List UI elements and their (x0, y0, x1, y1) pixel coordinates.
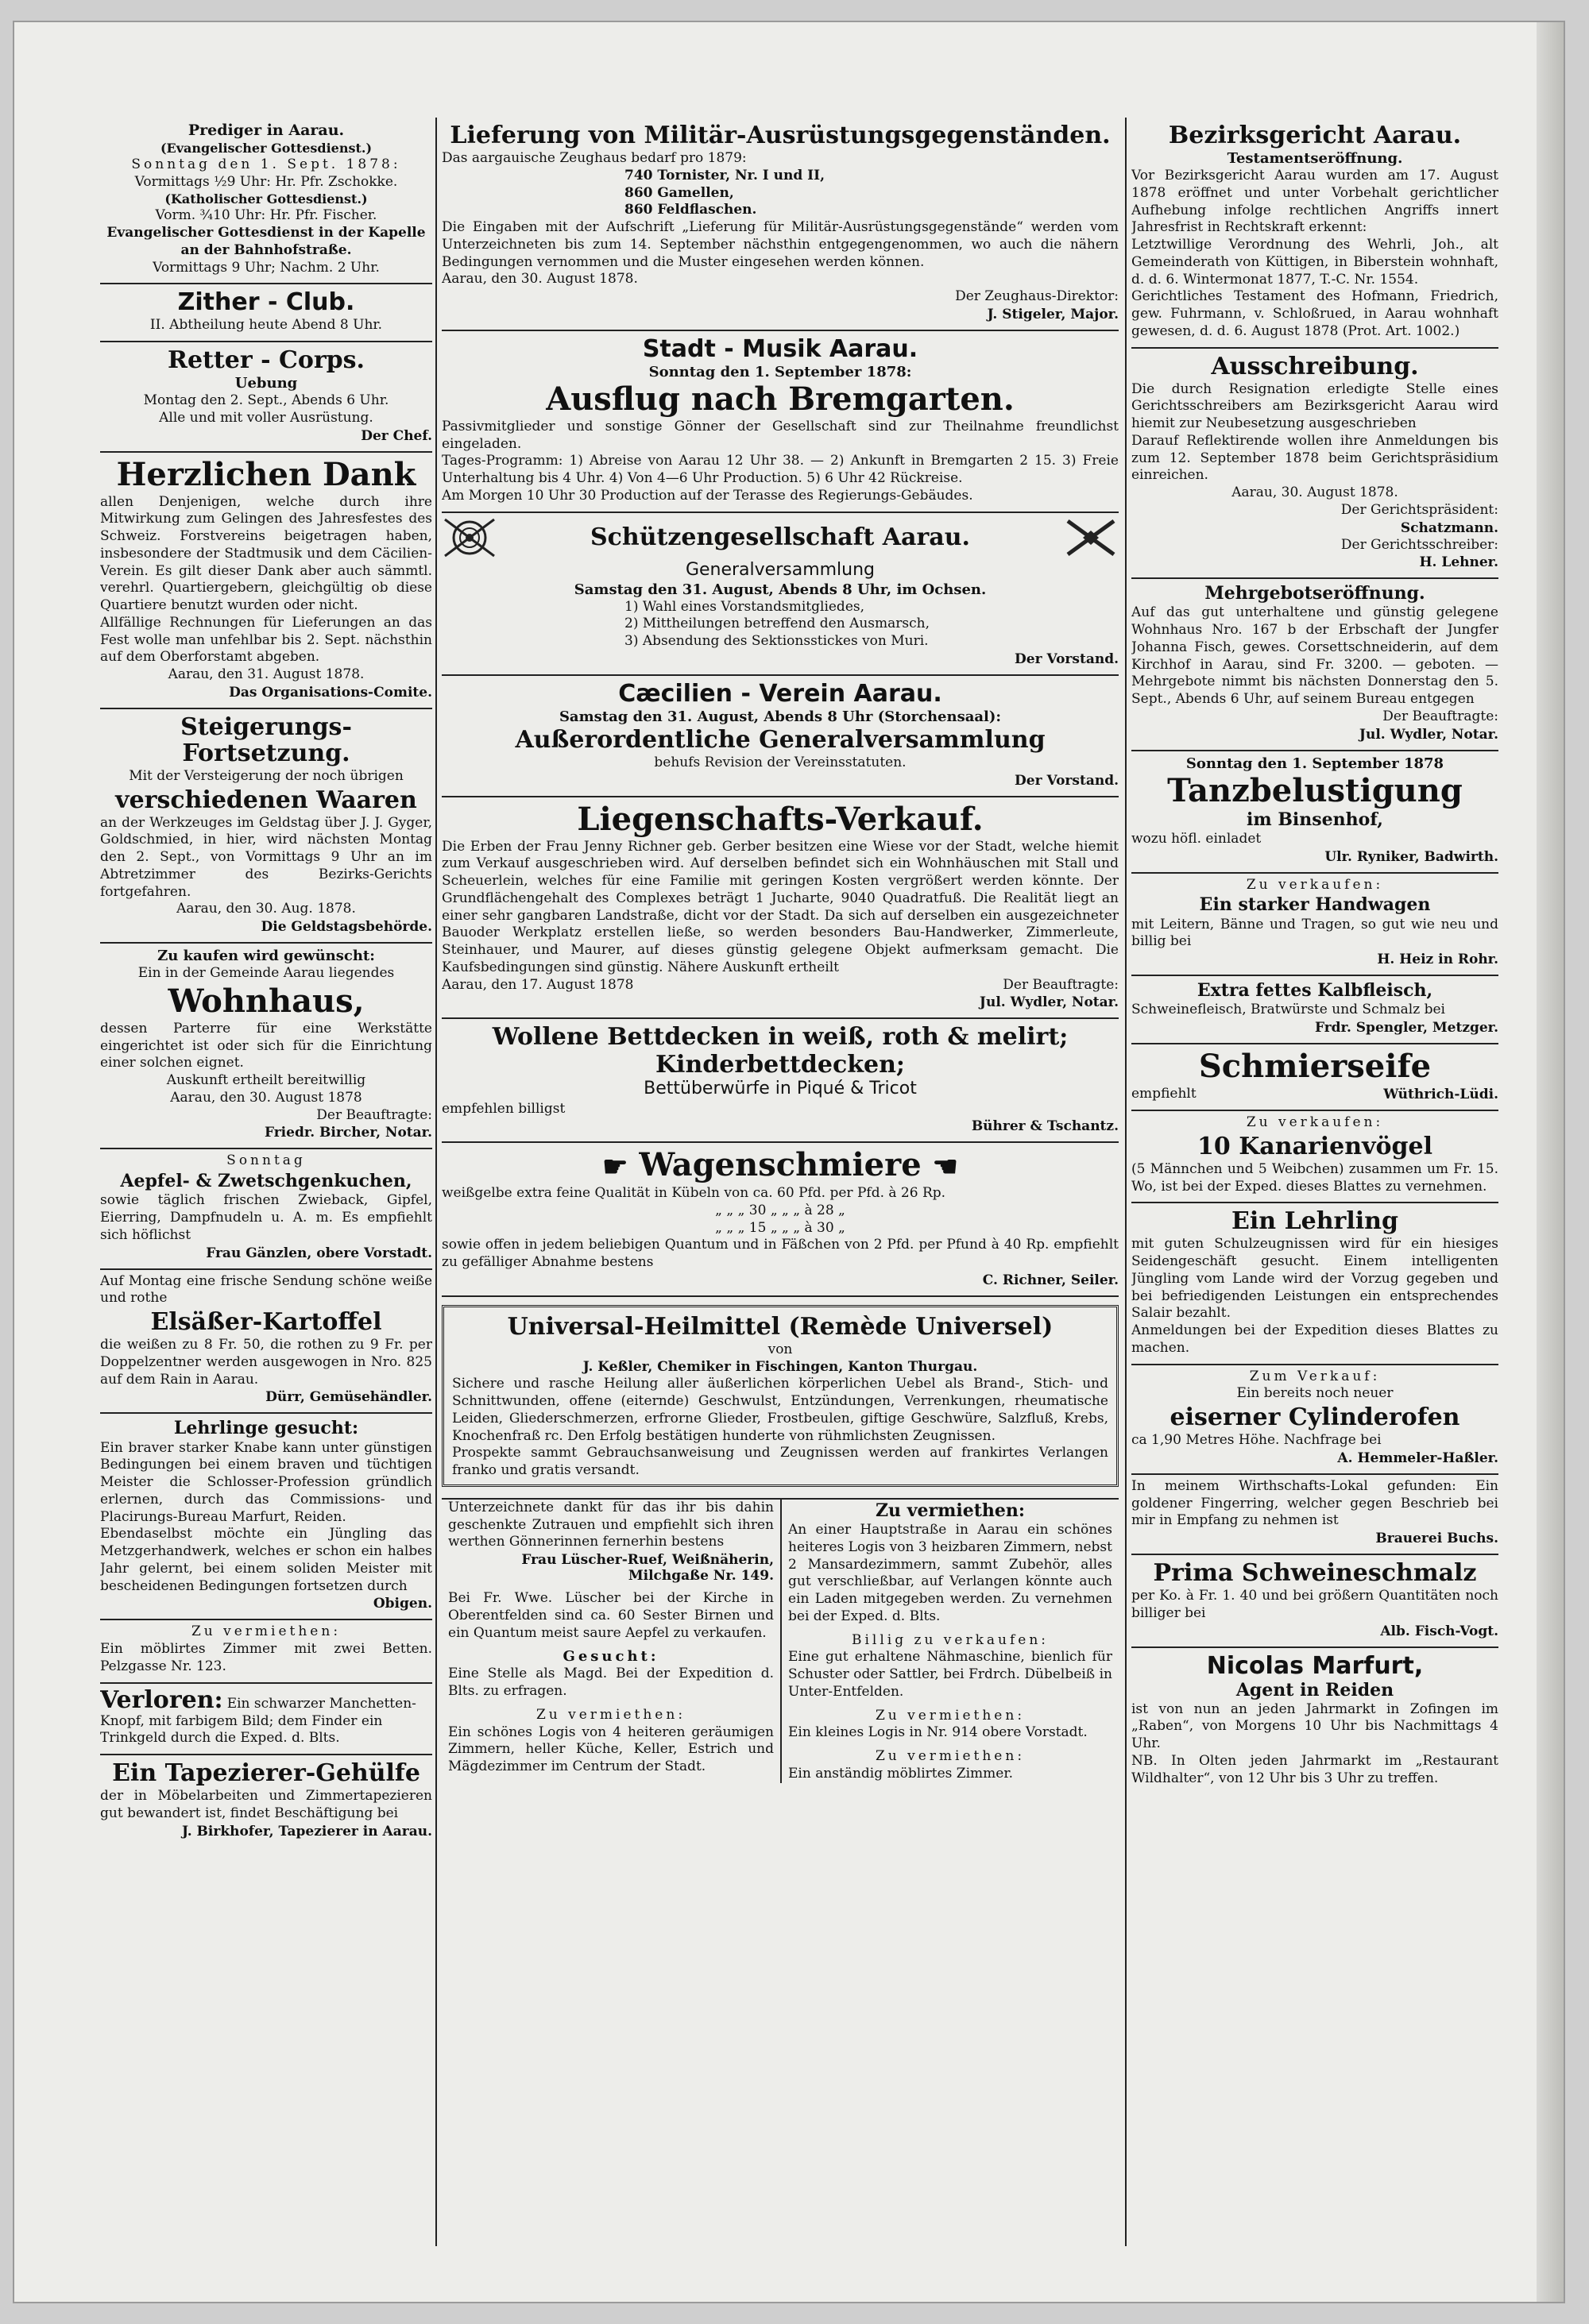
schmalz-sig: Alb. Fisch-Vogt. (1380, 1623, 1498, 1639)
billig-title: Billig zu verkaufen: (851, 1631, 1050, 1648)
lieferung-text1: Das aargauische Zeughaus bedarf pro 1879: (442, 150, 747, 166)
kartoffel-text1: Auf Montag eine frische Sendung schöne weiße und rothe (100, 1272, 432, 1307)
heilmittel-text2: Prospekte sammt Gebrauchsanweisung und Zeugnissen werden auf frankirtes Verlangen franko und gratis versandt. (452, 1445, 1108, 1479)
kanarien-sub: Zu verkaufen: (1246, 1114, 1384, 1130)
column-rule-1 (435, 118, 437, 2246)
ad-fingerring (1131, 1475, 1498, 1555)
evangelical-label: (Evangelischer Gottesdienst.) (160, 140, 373, 156)
musik-title: Stadt - Musik Aarau. (642, 334, 918, 363)
kuchen-title: Aepfel- & Zwetschgenkuchen, (120, 1171, 412, 1192)
chapel-time: Vormittags 9 Uhr; Nachm. 2 Uhr. (153, 259, 380, 276)
steigerung-big: verschiedenen Waaren (115, 786, 417, 814)
ad-kartoffel (100, 1270, 432, 1415)
ausschreibung-text2: Darauf Reflektirende wollen ihre Anmeldungen bis zum 12. September 1878 beim Gerichtspräsidium einreichen. (1131, 432, 1498, 484)
steigerung-sig: Die Geldstagsbehörde. (261, 919, 432, 936)
prediger-title: Prediger in Aarau. (188, 122, 345, 139)
wohnhaus-pre: Zu kaufen wird gewünscht: (157, 948, 375, 965)
wagenschmiere-sig: C. Richner, Seiler. (982, 1272, 1119, 1288)
lehrling-text: mit guten Schulzeugnissen wird für ein hiesiges Seidengeschäft gesucht. Einem intelligenten Jüngling vom Lande wird der Vorzug gegeben und bei befriedigenden Leistungen ein entsprechendes Salair bezahlt. (1131, 1236, 1498, 1322)
zither-text: II. Abtheilung heute Abend 8 Uhr. (149, 317, 383, 334)
newspaper-page (14, 22, 1564, 2302)
right-verm2-title: Zu vermiethen: (875, 1707, 1026, 1724)
schuetzen-sub: Generalversammlung (685, 559, 876, 580)
caecilien-sig: Der Vorstand. (1015, 772, 1119, 789)
retter-sig: Der Chef. (361, 427, 432, 444)
verloren-title: Verloren: (100, 1685, 223, 1714)
liegenschaft-text: Die Erben der Frau Jenny Richner geb. Gerber besitzen eine Wiese vor der Stadt, welche hiemit zum Verkauf ausgeschrieben wird. Auf derselben befindet sich ein Wohnhäuschen mit Stall und Scheuerlein, welches für eine Familie mit geringen Kosten vergrößert werden könnte. Der Grundflächengehalt des Complexes beträgt 1 Jucharte, 9040 Quadratfuß. Die Realität liegt an einer sehr gangbaren Landstraße, dicht vor der Stadt. Da sich auf derselben ein ausgezeichneter Bauoder Werkplatz erstellen ließe, so werden besonders Bau-Handwerker, Zimmerleute, Steinhauer, und Maurer, auf dieses günstig gelegene Objekt aufmerksam gemacht. Die Kaufsbedingungen sind günstig. Nähere Auskunft ertheilt (442, 838, 1119, 975)
musik-prog: Tages-Programm: 1) Abreise von Aarau 12 Uhr 38. — 2) Ankunft in Bremgarten 2 15. 3) Freie Unterhaltung bis 4 Uhr. 4) Von 4—6 Uhr Production. 5) 6 Uhr 42 Rückreise. (442, 453, 1119, 486)
ad-wohnhaus (100, 944, 432, 1149)
ad-kuchen (100, 1149, 432, 1269)
catholic-time: Vorm. ¾10 Uhr: Hr. Pfr. Fischer. (155, 207, 377, 224)
wohnhaus-text1: Ein in der Gemeinde Aarau liegendes (137, 965, 395, 982)
ad-schuetzen (442, 513, 1119, 676)
ad-tanz (1131, 751, 1498, 874)
ad-prediger (100, 118, 432, 284)
tapezierer-title: Ein Tapezierer-Gehülfe (112, 1759, 420, 1788)
heilmittel-text: Sichere und rasche Heilung aller äußerlichen körperlichen Uebel als Brand-, Stich- und Schnittwunden, offene (eiternde) Geschwulst, Entzündungen, Verrenkungen, rheumatische Leiden, Gliederschmerzen, erfrorne Glieder, Frostbeulen, giftige Geschwüre, Salzfluß, Krebs, Knochenfraß rc. Den Erfolg bestätigen hunderte von rühmlichsten Zeugnissen. (452, 1376, 1108, 1444)
zimmer-sub: Zu vermiethen: (191, 1623, 342, 1640)
schuetzen-sig: Der Vorstand. (1015, 650, 1119, 667)
birnen-text: Bei Fr. Wwe. Lüscher bei der Kirche in Oberentfelden sind ca. 60 Sester Birnen und ein Quantum meist saure Aepfel zu verkaufen. (448, 1590, 774, 1641)
kuchen-text: sowie täglich frischen Zwieback, Gipfel, Eierring, Dampfnudeln u. A. m. Es empfiehlt sich höflichst (100, 1192, 432, 1243)
caecilien-title: Cæcilien - Verein Aarau. (618, 679, 942, 708)
liegenschaft-place: Aarau, den 17. August 1878 (442, 976, 634, 993)
caecilien-date: Samstag den 31. August, Abends 8 Uhr (Storchensaal): (559, 708, 1002, 725)
kuchen-sig: Frau Gänzlen, obere Vorstadt. (206, 1245, 432, 1261)
bettdecken-text: empfehlen billigst (442, 1100, 566, 1117)
handwagen-text: mit Leitern, Bänne und Tragen, so gut wie neu und billig bei (1131, 916, 1498, 950)
musik-note: Am Morgen 10 Uhr 30 Production auf der Terasse des Regierungs-Gebäudes. (442, 487, 973, 504)
dank-text2: Allfällige Rechnungen für Lieferungen an das Fest wolle man unfehlbar bis 2. Sept. nächsthin auf dem Oberforstamt abgeben. (100, 614, 432, 666)
ofen-text1: Ein bereits noch neuer (1236, 1385, 1394, 1402)
kalbfleisch-sig: Frdr. Spengler, Metzger. (1314, 1020, 1498, 1036)
bezirk-text3: Gerichtliches Testament des Hofmann, Friedrich, gew. Fuhrmann, v. Schloßrued, in Aarau wohnhaft gewesen, d. d. 6. August 1878 (Prot. Art. 1002.) (1131, 288, 1498, 339)
bezirk-sub: Testamentseröffnung. (1227, 150, 1403, 167)
right-verm-title: Zu vermiethen: (876, 1500, 1025, 1521)
chapel-note: Evangelischer Gottesdienst in der Kapelle an der Bahnhofstraße. (106, 225, 426, 258)
ausschreibung-sig2: H. Lehner. (1419, 554, 1498, 571)
ad-lehrling (1131, 1203, 1498, 1365)
bezirk-text: Vor Bezirksgericht Aarau wurden am 17. August 1878 eröffnet und unter Vorbehalt gerichtlicher Aufhebung infolge rechtlichen Angriffs innert Jahresfrist in Rechtskraft erkennt: (1131, 168, 1498, 236)
ad-retter (100, 342, 432, 453)
ausschreibung-place: Aarau, 30. August 1878. (1231, 484, 1398, 500)
bezirk-text2: Letztwillige Verordnung des Wehrli, Joh., alt Gemeinderath von Küttigen, in Biberstein wohnhaft, d. d. 6. Wintermonat 1877, T.-C. Nr. 1554. (1131, 237, 1498, 288)
ad-ofen (1131, 1365, 1498, 1475)
right-verm3-text: Ein anständig möblirtes Zimmer. (788, 1765, 1013, 1782)
bettdecken-title3: Bettüberwürfe in Piqué & Tricot (644, 1079, 917, 1099)
lehrling-title: Ein Lehrling (1231, 1207, 1398, 1236)
gesucht-text: Eine Stelle als Magd. Bei der Expedition d. Blts. zu erfragen. (448, 1666, 774, 1700)
musik-text: Passivmitglieder und sonstige Gönner der Gesellschaft sind zur Theilnahme freundlichst eingeladen. (442, 418, 1119, 452)
ad-kalbfleisch (1131, 976, 1498, 1044)
left-verm-text: Ein schönes Logis von 4 heiteren geräumigen Zimmern, heller Küche, Keller, Estrich und Mägdezimmer im Centrum der Stadt. (448, 1724, 774, 1775)
tanz-date: Sonntag den 1. September 1878 (1185, 755, 1444, 772)
ausschreibung-role: Der Gerichtspräsident: (1340, 501, 1498, 518)
right-verm3-title: Zu vermiethen: (875, 1748, 1026, 1765)
mehrgebot-role: Der Beauftragte: (1382, 708, 1498, 724)
retter-sub: Uebung (234, 375, 298, 392)
dank-sig: Das Organisations-Comite. (229, 684, 432, 701)
lehrling-text2: Anmeldungen bei der Expedition dieses Blattes zu machen. (1131, 1322, 1498, 1356)
right-verm-text: An einer Hauptstraße in Aarau ein schönes heiteres Logis von 3 heizbaren Zimmern, nebst 2 Mansardezimmern, sammt Zubehör, alles gut verschließbar, auf Verlangen könnte auch ein Laden mitgegeben werden. Zu vernehmen bei der Exped. d. Blts. (788, 1522, 1112, 1624)
lieferung-item-2: 860 Gamellen, (624, 184, 734, 201)
ad-tapezierer (100, 1755, 432, 1847)
schmierseife-title: Schmierseife (1198, 1048, 1432, 1085)
steigerung-text1: Mit der Versteigerung der noch übrigen (129, 767, 404, 784)
lieferung-role: Der Zeughaus-Direktor: (955, 288, 1119, 304)
lehrlinge-title: Lehrlinge gesucht: (173, 1418, 359, 1439)
tapezierer-sig: J. Birkhofer, Tapezierer in Aarau. (181, 1823, 432, 1840)
mehrgebot-title: Mehrgebotseröffnung. (1204, 583, 1425, 604)
schmierseife-text: empfiehlt (1131, 1086, 1197, 1102)
right-verm2-text: Ein kleines Logis in Nr. 914 obere Vorstadt. (788, 1724, 1088, 1741)
musik-date: Sonntag den 1. September 1878: (648, 363, 912, 380)
schuetzen-item-3: 3) Absendung des Sektionsstickes von Muri. (624, 633, 929, 650)
dank-small-text: Unterzeichnete dankt für das ihr bis dahin geschenkte Zutrauen und empfiehlt sich ihren werthen Gönnerinnen fernerhin bestens (448, 1499, 774, 1550)
ad-kanarien (1131, 1111, 1498, 1203)
ausschreibung-sig: Schatzmann. (1400, 519, 1498, 536)
wohnhaus-title: Wohnhaus, (168, 982, 365, 1020)
wagenschmiere-heading (442, 1148, 1119, 1183)
steigerung-text2: an der Werkzeuges im Geldstag über J. J. Gyger, Goldschmied, in hier, wird nächsten Montag den 2. Sept., von Vormittags 9 Uhr an im Abtretzimmer des Bezirks-Gerichts fortgefahren. (100, 814, 432, 900)
ofen-text2: ca 1,90 Metres Höhe. Nachfrage bei (1131, 1432, 1382, 1448)
kalbfleisch-title: Extra fettes Kalbfleisch, (1197, 980, 1433, 1002)
crossed-rifles-icon (1063, 516, 1119, 559)
caecilien-big: Außerordentliche Generalversammlung (515, 725, 1046, 754)
steigerung-title: Steigerungs-Fortsetzung. (180, 712, 352, 767)
ad-steigerung (100, 709, 432, 944)
wagenschmiere-text: weißgelbe extra feine Qualität in Kübeln von ca. 60 Pfd. per Pfd. à 26 Rp. (442, 1185, 946, 1202)
lieferung-item-3: 860 Feldflaschen. (624, 202, 757, 218)
column-rule-2 (1125, 118, 1127, 2246)
morning-service: Vormittags ½9 Uhr: Hr. Pfr. Zschokke. (134, 173, 398, 190)
pointing-hand-left-icon: ☚ (932, 1150, 958, 1184)
handwagen-sig: H. Heiz in Rohr. (1377, 952, 1498, 968)
small-ads-right (780, 1500, 1119, 1783)
ausschreibung-title: Ausschreibung. (1211, 352, 1419, 380)
page-edge-shadow (1537, 22, 1564, 2302)
tanz-text: wozu höfl. einladet (1131, 830, 1262, 847)
kanarien-text: (5 Männchen und 5 Weibchen) zusammen um Fr. 15. Wo, ist bei der Exped. dieses Blattes zu vernehmen. (1131, 1160, 1498, 1195)
retter-title: Retter - Corps. (168, 346, 365, 375)
ad-wagenschmiere (442, 1143, 1119, 1297)
ad-zither (100, 284, 432, 342)
kanarien-title: 10 Kanarienvögel (1197, 1132, 1432, 1160)
column-middle (442, 118, 1119, 2254)
musik-big: Ausflug nach Bremgarten. (546, 380, 1015, 418)
tapezierer-text: der in Möbelarbeiten und Zimmertapezieren gut bewandert ist, findet Beschäftigung bei (100, 1788, 432, 1821)
wagenschmiere-row2: „ „ „ 30 „ „ „ à 28 „ (715, 1202, 845, 1218)
ad-ausschreibung (1131, 349, 1498, 580)
marfurt-text: ist von nun an jeden Jahrmarkt in Zofingen im „Raben“, von Morgens 10 Uhr bis Nachmittags 4 Uhr. (1131, 1701, 1498, 1752)
schmierseife-sig: Wüthrich-Lüdi. (1383, 1087, 1498, 1102)
column-right (1131, 118, 1498, 2254)
ad-schmierseife (1131, 1044, 1498, 1111)
wohnhaus-sig: Friedr. Bircher, Notar. (264, 1125, 432, 1141)
target-emblem-icon (442, 516, 497, 559)
ad-dank (100, 453, 432, 709)
liegenschaft-footer (442, 977, 1119, 994)
wagenschmiere-row3: „ „ „ 15 „ „ „ à 30 „ (715, 1219, 845, 1236)
pointing-hand-right-icon: ☛ (602, 1150, 628, 1184)
schuetzen-title: Schützengesellschaft Aarau. (590, 523, 970, 551)
marfurt-text2: NB. In Olten jeden Jahrmarkt im „Restaurant Wildhalter“, von 12 Uhr bis 3 Uhr zu treffen. (1131, 1752, 1498, 1786)
schmierseife-footer (1131, 1086, 1498, 1103)
kartoffel-text2: die weißen zu 8 Fr. 50, die rothen zu 9 Fr. per Doppelzentner werden ausgewogen in Nro. 825 auf dem Rain in Aarau. (100, 1337, 432, 1388)
left-verm-title: Zu vermiethen: (535, 1706, 686, 1723)
ausschreibung-role2: Der Gerichtsschreiber: (1340, 536, 1498, 553)
retter-text: Alle und mit voller Ausrüstung. (159, 409, 373, 426)
ad-verloren (100, 1684, 432, 1756)
ofen-title: eiserner Cylinderofen (1170, 1403, 1460, 1431)
kartoffel-title: Elsäßer-Kartoffel (150, 1308, 382, 1337)
wohnhaus-place: Aarau, den 30. August 1878 (170, 1089, 362, 1106)
dank-text: allen Denjenigen, welche durch ihre Mitwirkung zum Gelingen des Jahresfestes des Schweiz. Forstvereins beigetragen haben, insbesondere der Stadtmusik und dem Cäcilien-Verein. Es gilt dieser Dank aber auch sämmtl. verehrl. Quartiergebern, gleichgültig ob diese Quartiere benutzt wurden oder nicht. (100, 493, 432, 614)
wohnhaus-text3: Auskunft ertheilt bereitwillig (166, 1072, 366, 1089)
heilmittel-title: Universal-Heilmittel (Remède Universel) (507, 1312, 1054, 1341)
billig-text: Eine gut erhaltene Nähmaschine, bienlich für Schuster oder Sattler, bei Frdrch. Dübelbeiß in Unter-Entfelden. (788, 1649, 1112, 1700)
heilmittel-by: von (767, 1341, 793, 1357)
verloren-text: Ein schwarzer Manchetten-Knopf, mit farbigem Bild; dem Finder ein Trinkgeld durch die Exped. d. Blts. (100, 1695, 416, 1747)
wohnhaus-text2: dessen Parterre für eine Werkstätte eingerichtet ist oder sich für die Einrichtung einer solchen eignet. (100, 1020, 432, 1071)
lieferung-place: Aarau, den 30. August 1878. (442, 271, 638, 288)
bettdecken-title: Wollene Bettdecken in weiß, roth & melirt; (492, 1023, 1069, 1052)
gesucht-title: Gesucht: (563, 1648, 659, 1666)
ofen-sub: Zum Verkauf: (1249, 1368, 1381, 1384)
ad-handwagen (1131, 874, 1498, 976)
heilmittel-author: J. Keßler, Chemiker in Fischingen, Kanton Thurgau. (582, 1358, 978, 1375)
bettdecken-sig: Bührer & Tschantz. (971, 1118, 1119, 1135)
ad-liegenschaft (442, 797, 1119, 1020)
column-left (100, 118, 432, 2254)
ad-bettdecken (442, 1019, 1119, 1143)
lieferung-title: Lieferung von Militär-Ausrüstungsgegenständen. (450, 122, 1111, 149)
zither-title: Zither - Club. (177, 288, 355, 317)
mehrgebot-sig: Jul. Wydler, Notar. (1359, 726, 1498, 743)
schuetzen-date: Samstag den 31. August, Abends 8 Uhr, im Ochsen. (574, 581, 987, 598)
ad-heilmittel (442, 1297, 1119, 1500)
bettdecken-title2: Kinderbettdecken; (655, 1051, 906, 1079)
fingerring-text: In meinem Wirthschafts-Lokal gefunden: Ein goldener Fingerring, welcher gegen Beschrieb bei mir in Empfang zu nehmen ist (1131, 1477, 1498, 1529)
tanz-title: Tanzbelustigung (1167, 771, 1463, 809)
lehrlinge-sig: Obigen. (373, 1596, 432, 1612)
marfurt-title: Nicolas Marfurt, (1206, 1651, 1424, 1680)
lieferung-text2: Die Eingaben mit der Aufschrift „Lieferung für Militär-Ausrüstungsgegenstände“ werden vom Unterzeichneten bis zum 14. September nächsthin entgegengenommen, wo auch die nähern Bedingungen vernommen und die Muster eingesehen werden können. (442, 219, 1119, 270)
ad-marfurt (1131, 1648, 1498, 1794)
dank-small-sig: Frau Lüscher-Ruef, Weißnäherin, Milchgaße Nr. 149. (521, 1552, 774, 1585)
small-ads-block (442, 1500, 1119, 1783)
schuetzen-header (442, 516, 1119, 559)
ad-caecilien (442, 676, 1119, 797)
catholic-label: (Katholischer Gottesdienst.) (164, 191, 368, 207)
lehrlinge-text: Ein braver starker Knabe kann unter günstigen Bedingungen bei einem braven und tüchtigen Meister die Schlosser-Profession gründlich erlernen, durch das Commissions- und Placirungs-Bureau Marfurt, Reiden. (100, 1439, 432, 1525)
lehrlinge-text2: Ebendaselbst möchte ein Jüngling das Metzgerhandwerk, welches er schon ein halbes Jahr gelernt, bei einem soliden Meister mit bescheidenen Bedingungen fortsetzen durch (100, 1526, 432, 1594)
ad-lieferung (442, 118, 1119, 331)
dank-place: Aarau, den 31. August 1878. (168, 666, 365, 683)
fingerring-sig: Brauerei Buchs. (1375, 1531, 1498, 1546)
wagenschmiere-text2: sowie offen in jedem beliebigen Quantum und in Fäßchen von 2 Pfd. per Pfund à 40 Rp. empfiehlt zu gefälliger Abnahme bestens (442, 1237, 1119, 1271)
caecilien-text: behufs Revision der Vereinsstatuten. (654, 754, 907, 770)
liegenschaft-sig: Jul. Wydler, Notar. (979, 994, 1119, 1011)
zimmer-text: Ein möblirtes Zimmer mit zwei Betten. Pelzgasse Nr. 123. (100, 1641, 432, 1674)
handwagen-title: Ein starker Handwagen (1199, 894, 1431, 916)
ad-musik (442, 331, 1119, 513)
small-ads-left (442, 1500, 780, 1783)
kartoffel-sig: Dürr, Gemüsehändler. (265, 1389, 432, 1406)
ad-lehrlinge (100, 1414, 432, 1620)
ad-mehrgebot (1131, 579, 1498, 751)
wohnhaus-role: Der Beauftragte: (316, 1106, 432, 1123)
mehrgebot-text: Auf das gut unterhaltene und günstig gelegene Wohnhaus Nro. 167 b der Erbschaft der Jungfer Johanna Fisch, gewes. Corsettschneiderin, auf dem Kirchhof in Aarau, sind Fr. 3200. — geboten. — Mehrgebote nimmt bis nächsten Donnerstag den 5. Sept., Abends 6 Uhr, auf seinem Bureau entgegen (1131, 604, 1498, 708)
retter-date: Montag den 2. Sept., Abends 6 Uhr. (143, 392, 389, 409)
liegenschaft-title: Liegenschafts-Verkauf. (577, 800, 984, 838)
lieferung-sig: J. Stigeler, Major. (987, 306, 1119, 322)
marfurt-sub: Agent in Reiden (1235, 1679, 1394, 1701)
ad-bezirk (1131, 118, 1498, 349)
schuetzen-item-2: 2) Mittheilungen betreffend den Ausmarsch, (624, 616, 930, 632)
dank-title: Herzlichen Dank (116, 455, 416, 493)
ad-schmalz (1131, 1555, 1498, 1648)
schmalz-title: Prima Schweineschmalz (1153, 1559, 1477, 1587)
schmalz-text: per Ko. à Fr. 1. 40 und bei größern Quantitäten noch billiger bei (1131, 1588, 1498, 1621)
heilmittel-frame (442, 1305, 1119, 1487)
kalbfleisch-text: Schweinefleisch, Bratwürste und Schmalz bei (1131, 1002, 1445, 1018)
ad-zimmer (100, 1620, 432, 1683)
ausschreibung-text: Die durch Resignation erledigte Stelle eines Gerichtsschreibers am Bezirksgericht Aarau wird hiemit zur Neubesetzung ausgeschrieben (1131, 380, 1498, 431)
schuetzen-item-1: 1) Wahl eines Vorstandsmitgliedes, (624, 598, 865, 615)
handwagen-sub: Zu verkaufen: (1246, 876, 1384, 893)
steigerung-place: Aarau, den 30. Aug. 1878. (176, 901, 356, 917)
ofen-sig: A. Hemmeler-Haßler. (1337, 1450, 1498, 1466)
kuchen-sub: Sonntag (226, 1152, 306, 1169)
bezirk-title: Bezirksgericht Aarau. (1168, 122, 1462, 149)
tanz-sig: Ulr. Ryniker, Badwirth. (1324, 848, 1498, 865)
tanz-sub: im Binsenhof, (1247, 809, 1383, 830)
sunday-date: Sonntag den 1. Sept. 1878: (131, 156, 401, 172)
lieferung-item-1: 740 Tornister, Nr. I und II, (624, 167, 825, 183)
liegenschaft-role: Der Beauftragte: (1003, 976, 1119, 993)
wagenschmiere-title: Wagenschmiere (639, 1146, 922, 1184)
